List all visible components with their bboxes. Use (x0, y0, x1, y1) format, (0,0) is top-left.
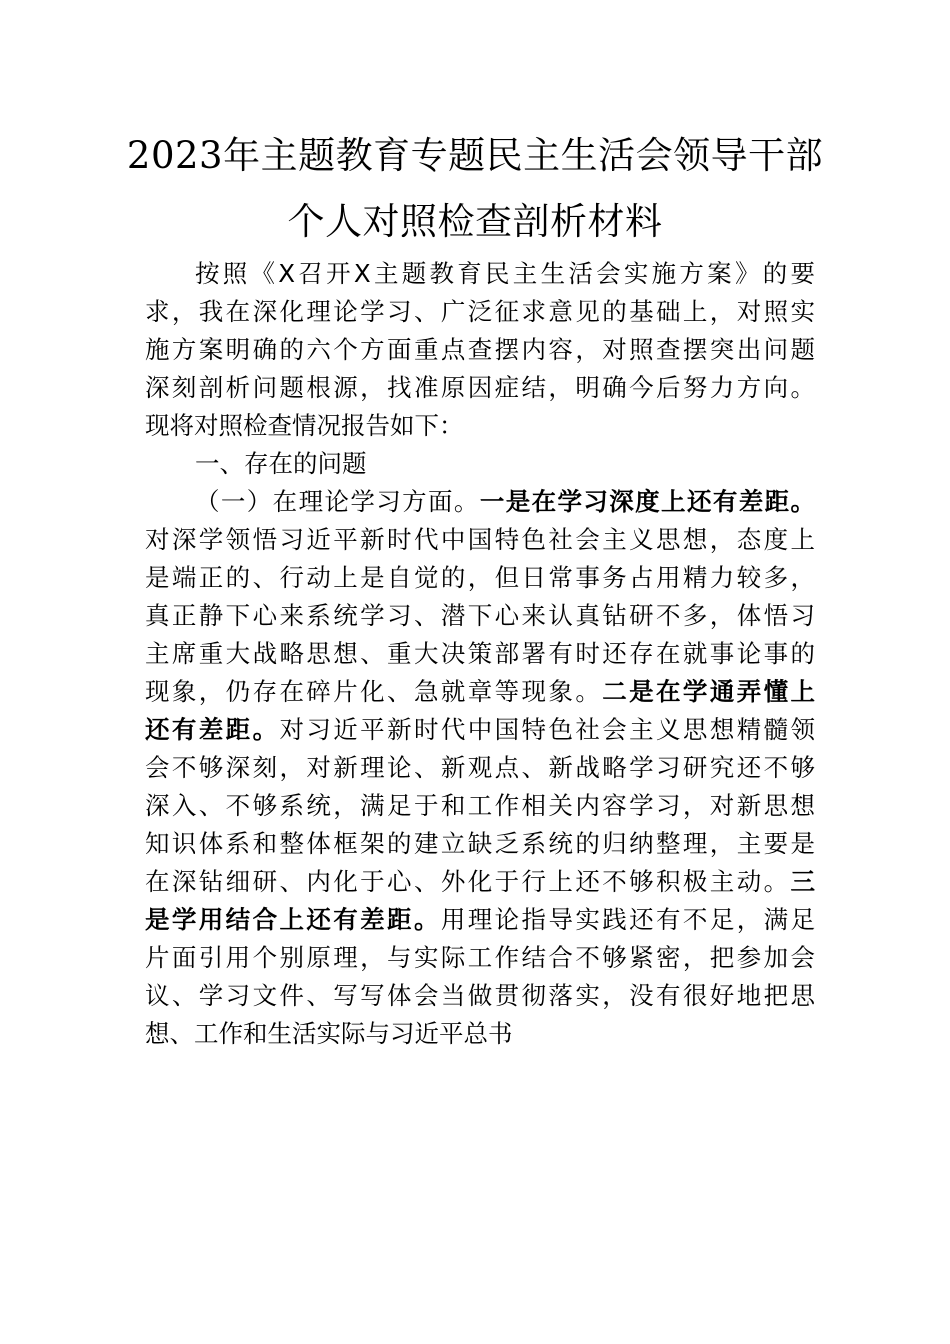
body-line: 是端正的、行动上是自觉的，但日常事务占用精力较多， (145, 563, 815, 592)
section-heading: 一、存在的问题 (195, 449, 367, 478)
bold-point-3-cont: 是学用结合上还有差距。 (145, 905, 441, 934)
body-line: 深刻剖析问题根源，找准原因症结，明确今后努力方向。 (145, 373, 815, 402)
body-text: 现象，仍存在碎片化、急就章等现象。 (145, 677, 603, 706)
body-line: 会不够深刻，对新理论、新观点、新战略学习研究还不够 (145, 753, 815, 782)
body-text: 用理论指导实践还有不足，满足 (440, 905, 815, 934)
body-line: 施方案明确的六个方面重点查摆内容，对照查摆突出问题 (145, 335, 815, 364)
body-text: 对习近平新时代中国特色社会主义思想精髓领 (279, 715, 815, 744)
bold-point-2: 二是在学通弄懂上 (602, 677, 815, 706)
document-title-line-1: 2023年主题教育专题民主生活会领导干部 (126, 134, 824, 177)
body-line: 知识体系和整体框架的建立缺乏系统的归纳整理，主要是 (145, 829, 815, 858)
subsection-heading: （一）在理论学习方面。 (195, 487, 480, 516)
body-line: 真正静下心来系统学习、潜下心来认真钻研不多，体悟习 (145, 601, 815, 630)
document-body (145, 255, 815, 1053)
body-line (145, 901, 815, 939)
bold-point-1: 一是在学习深度上还有差距。 (479, 487, 815, 516)
body-line: 深入、不够系统，满足于和工作相关内容学习，对新思想 (145, 791, 815, 820)
body-line: 求，我在深化理论学习、广泛征求意见的基础上，对照实 (145, 297, 815, 326)
body-line: 现将对照检查情况报告如下： (145, 411, 464, 440)
body-line: 想、工作和生活实际与习近平总书 (145, 1019, 513, 1048)
body-line: 议、学习文件、写写体会当做贯彻落实，没有很好地把思 (145, 981, 815, 1010)
body-line: 主席重大战略思想、重大决策部署有时还存在就事论事的 (145, 639, 815, 668)
body-line (145, 863, 815, 901)
body-line: 片面引用个别原理，与实际工作结合不够紧密，把参加会 (145, 943, 815, 972)
bold-point-2-cont: 还有差距。 (145, 715, 280, 744)
body-line (145, 711, 815, 749)
bold-point-3: 三 (790, 867, 815, 896)
body-line: 对深学领悟习近平新时代中国特色社会主义思想，态度上 (145, 525, 815, 554)
body-line (145, 673, 815, 711)
document-title-line-2: 个人对照检查剖析材料 (287, 200, 663, 243)
body-line (145, 483, 815, 521)
body-text: 在深钻细研、内化于心、外化于行上还不够积极主动。 (145, 867, 791, 896)
body-line: 按照《X召开X主题教育民主生活会实施方案》的要 (195, 259, 815, 288)
